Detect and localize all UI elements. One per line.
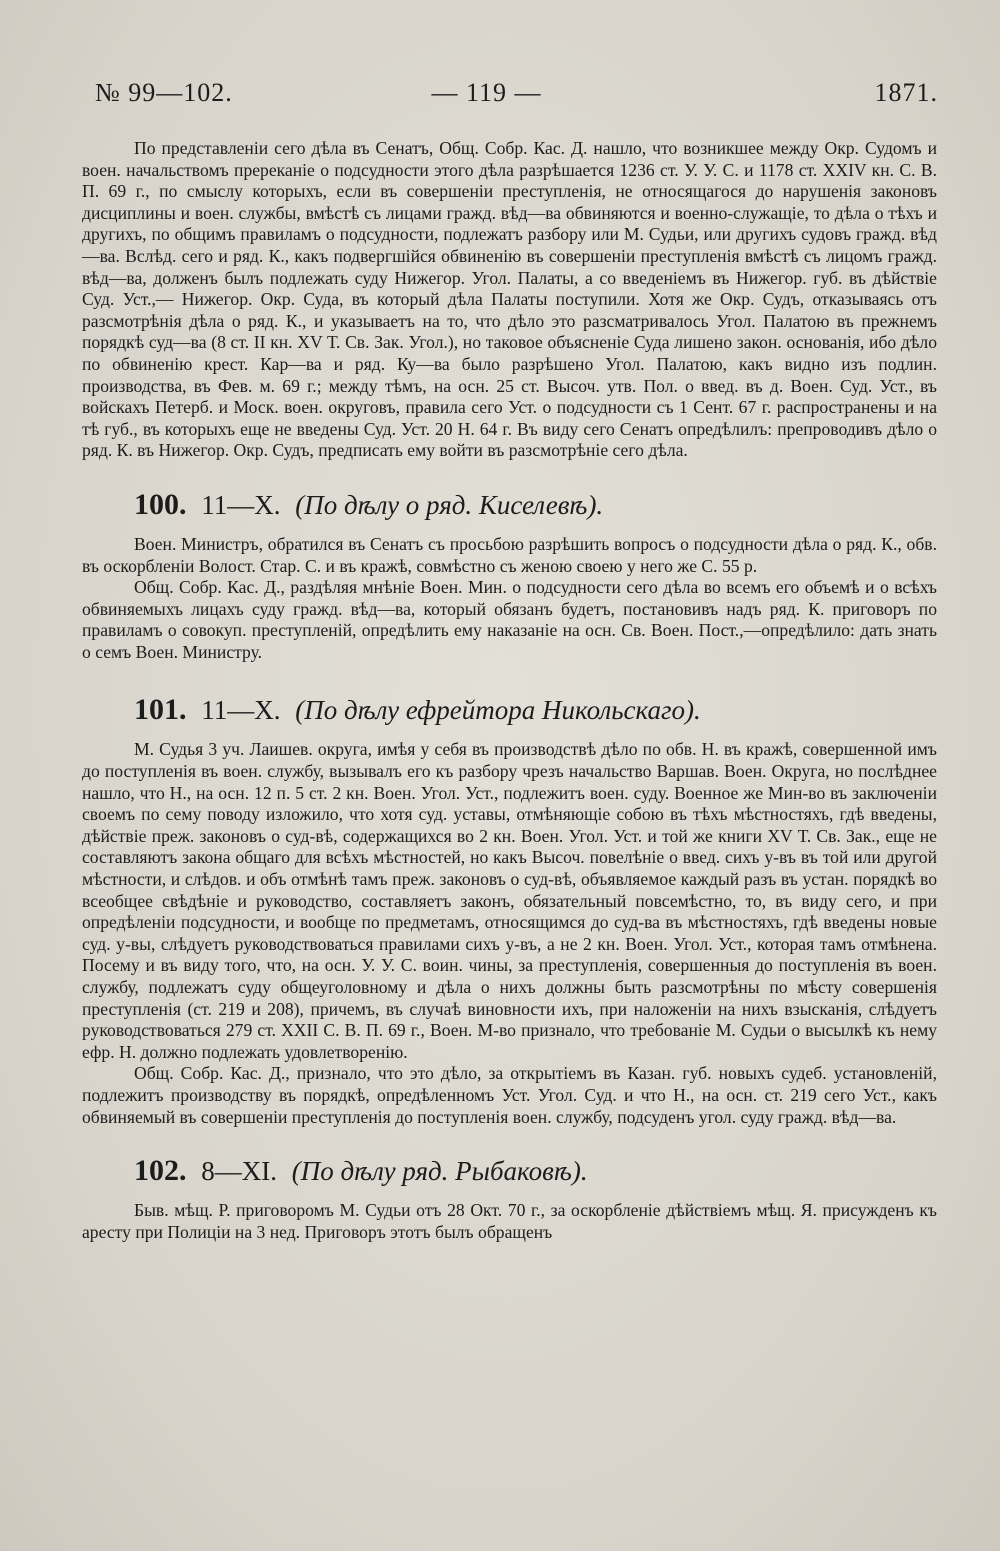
- section-heading-100: [82, 488, 937, 522]
- section-date: 11—X.: [201, 489, 281, 520]
- section-paragraph: Воен. Министръ, обратился въ Сенатъ съ просьбою разрѣшить вопросъ о подсудности дѣла о ряд. К., обв. въ оскорбленіи Волост. Стар. С. и въ кражѣ, совмѣстно съ женою своею у него же С. 55 р.: [82, 533, 937, 576]
- section-date: 8—XI.: [201, 1156, 277, 1187]
- header-page-number: — 119 —: [431, 78, 542, 107]
- section-number: 100.: [134, 487, 187, 521]
- section-paragraph: Общ. Собр. Кас. Д., признало, что это дѣло, за открытіемъ въ Казан. губ. новыхъ судеб. установленій, подлежитъ производству въ порядкѣ, опредѣленномъ Уст. Угол. Суд. и что Н., на осн. ст. 219 сего Уст., какъ обвиняемый въ совершеніи преступленія до поступленія воен. службу, подсуденъ угол. суду гражд. вѣд—ва.: [82, 1063, 937, 1127]
- section-heading-101: [82, 693, 937, 727]
- intro-paragraph: По представленіи сего дѣла въ Сенатъ, Общ. Собр. Кас. Д. нашло, что возникшее между Окр. Судомъ и воен. начальствомъ пререканіе о подсудности этого дѣла разрѣшается 1236 ст. У. У. С. и 1178 ст. XXIV кн. С. В. П. 69 г., по смыслу которыхъ, если въ совершеніи преступленія, не относящагося до нарушенія законовъ дисциплины и воен. службы, вмѣстѣ съ лицами гражд. вѣд—ва обвиняются и военно-служащіе, то дѣла о тѣхъ и другихъ, по общимъ правиламъ о подсудности, подлежатъ разбору или М. Судьи, или другихъ судовъ гражд. вѣд—ва. Вслѣд. сего и ряд. К., какъ подвергшійся обвиненію въ совершеніи преступленія вмѣстѣ съ лицомъ гражд. вѣд—ва, долженъ былъ подлежать суду Нижегор. Угол. Палаты, а со введеніемъ въ Нижегор. губ. въ дѣйствіе Суд. Уст.,— Нижегор. Окр. Суда, въ который дѣла Палаты поступили. Хотя же Окр. Судъ, отказываясь отъ разсмотрѣнія дѣла о ряд. К., и указываетъ на то, что дѣло это разсматривалось Угол. Палатою въ прежнемъ порядкѣ суд—ва (8 ст. II кн. XV Т. Св. Зак. Угол.), но таковое объясненіе Суда лишено закон. основанія, ибо дѣло по обвиненію крест. Кар—ва и ряд. Ку—ва было разрѣшено Угол. Палатою, какъ видно изъ подлин. производства, въ Фев. м. 69 г.; между тѣмъ, на осн. 25 ст. Высоч. утв. Пол. о введ. въ д. Воен. Суд. Уст., въ войскахъ Петерб. и Моск. воен. округовъ, правила сего Уст. о подсудности съ 1 Сент. 67 г. распространены и на тѣ губ., въ которыхъ еще не введены Суд. Уст. 20 Н. 64 г. Въ виду сего Сенатъ опредѣлилъ: препроводивъ дѣло о ряд. К. въ Нижегор. Окр. Судъ, предписать ему войти въ разсмотрѣніе сего дѣла.: [82, 138, 937, 461]
- header-case-numbers: № 99—102.: [95, 78, 233, 107]
- section-date: 11—X.: [201, 695, 281, 726]
- section-paragraph: Общ. Собр. Кас. Д., раздѣляя мнѣніе Воен. Мин. о подсудности сего дѣла во всемъ его объемѣ и о всѣхъ обвиняемыхъ лицахъ суду гражд. вѣд—ва, который обязанъ будетъ, постановивъ надъ ряд. К. приговоръ по правиламъ о совокуп. преступленій, опредѣлить ему наказаніе на осн. Св. Воен. Пост.,—опредѣлило: дать знать о семъ Воен. Министру.: [82, 577, 937, 662]
- section-paragraph: Быв. мѣщ. Р. приговоромъ М. Судьи отъ 28 Окт. 70 г., за оскорбленіе дѣйствіемъ мѣщ. Я. присужденъ къ аресту при Полиціи на 3 нед. Приговоръ этотъ былъ обращенъ: [82, 1200, 937, 1242]
- section-case-title: (По дѣлу ряд. Рыбаковѣ).: [291, 1156, 588, 1187]
- section-number: 102.: [134, 1154, 187, 1188]
- page-header: [95, 78, 938, 118]
- section-heading-102: [82, 1154, 937, 1188]
- section-case-title: (По дѣлу ефрейтора Никольскаго).: [295, 695, 701, 726]
- page-body: [82, 138, 937, 1243]
- section-case-title: (По дѣлу о ряд. Киселевѣ).: [295, 489, 604, 520]
- section-number: 101.: [134, 693, 187, 727]
- header-year: 1871.: [874, 78, 938, 107]
- section-paragraph: М. Судья 3 уч. Лаишев. округа, имѣя у себя въ производствѣ дѣло по обв. Н. въ кражѣ, совершенной имъ до поступленія въ воен. службу, вызывалъ его къ разбору чрезъ начальство Варшав. Воен. Округа, но послѣднее нашло, что Н., на осн. 12 п. 5 ст. 2 кн. Воен. Угол. Уст., подлежитъ воен. суду. Военное же Мин-во въ заключеніи своемъ по сему поводу изложило, что хотя суд. уставы, отмѣняющіе собою въ тѣхъ мѣстностяхъ, гдѣ введены, дѣйствіе преж. законовъ о суд-вѣ, содержащихся во 2 кн. Воен. Угол. Уст. и той же книги XV Т. Св. Зак., еще не составляютъ закона общаго для всѣхъ мѣстностей, но какъ Высоч. повелѣніе о введ. сихъ у-въ въ той или другой мѣстности, и слѣдов. и объ отмѣнѣ тамъ преж. законовъ о суд-вѣ, объявляемое каждый разъ въ устан. порядкѣ во всеобщее свѣдѣніе и руководство, составляетъ законъ, обязательный повсемѣстно, то, въ виду сего, и при опредѣленіи подсудности, и вообще по предметамъ, относящимся до суд-ва въ мѣстностяхъ, гдѣ введены новые суд. у-вы, слѣдуетъ руководствоваться правилами сихъ у-въ, а не 2 кн. Воен. Угол. Уст., которая тамъ отмѣнена. Посему и въ виду того, что, на осн. У. У. С. воин. чины, за преступленія, совершенныя до поступленія въ воен. службу, подлежатъ суду общеуголовному и дѣла о нихъ должны быть разсмотрѣны по мѣсту совершенія преступленія (ст. 219 и 208), причемъ, въ случаѣ виновности ихъ, при наложеніи на нихъ взысканія, слѣдуетъ руководствоваться 279 ст. XXII С. В. П. 69 г., Воен. М-во признало, что требованіе М. Судьи о высылкѣ къ нему ефр. Н. должно подлежать удовлетворенію.: [82, 739, 937, 1062]
